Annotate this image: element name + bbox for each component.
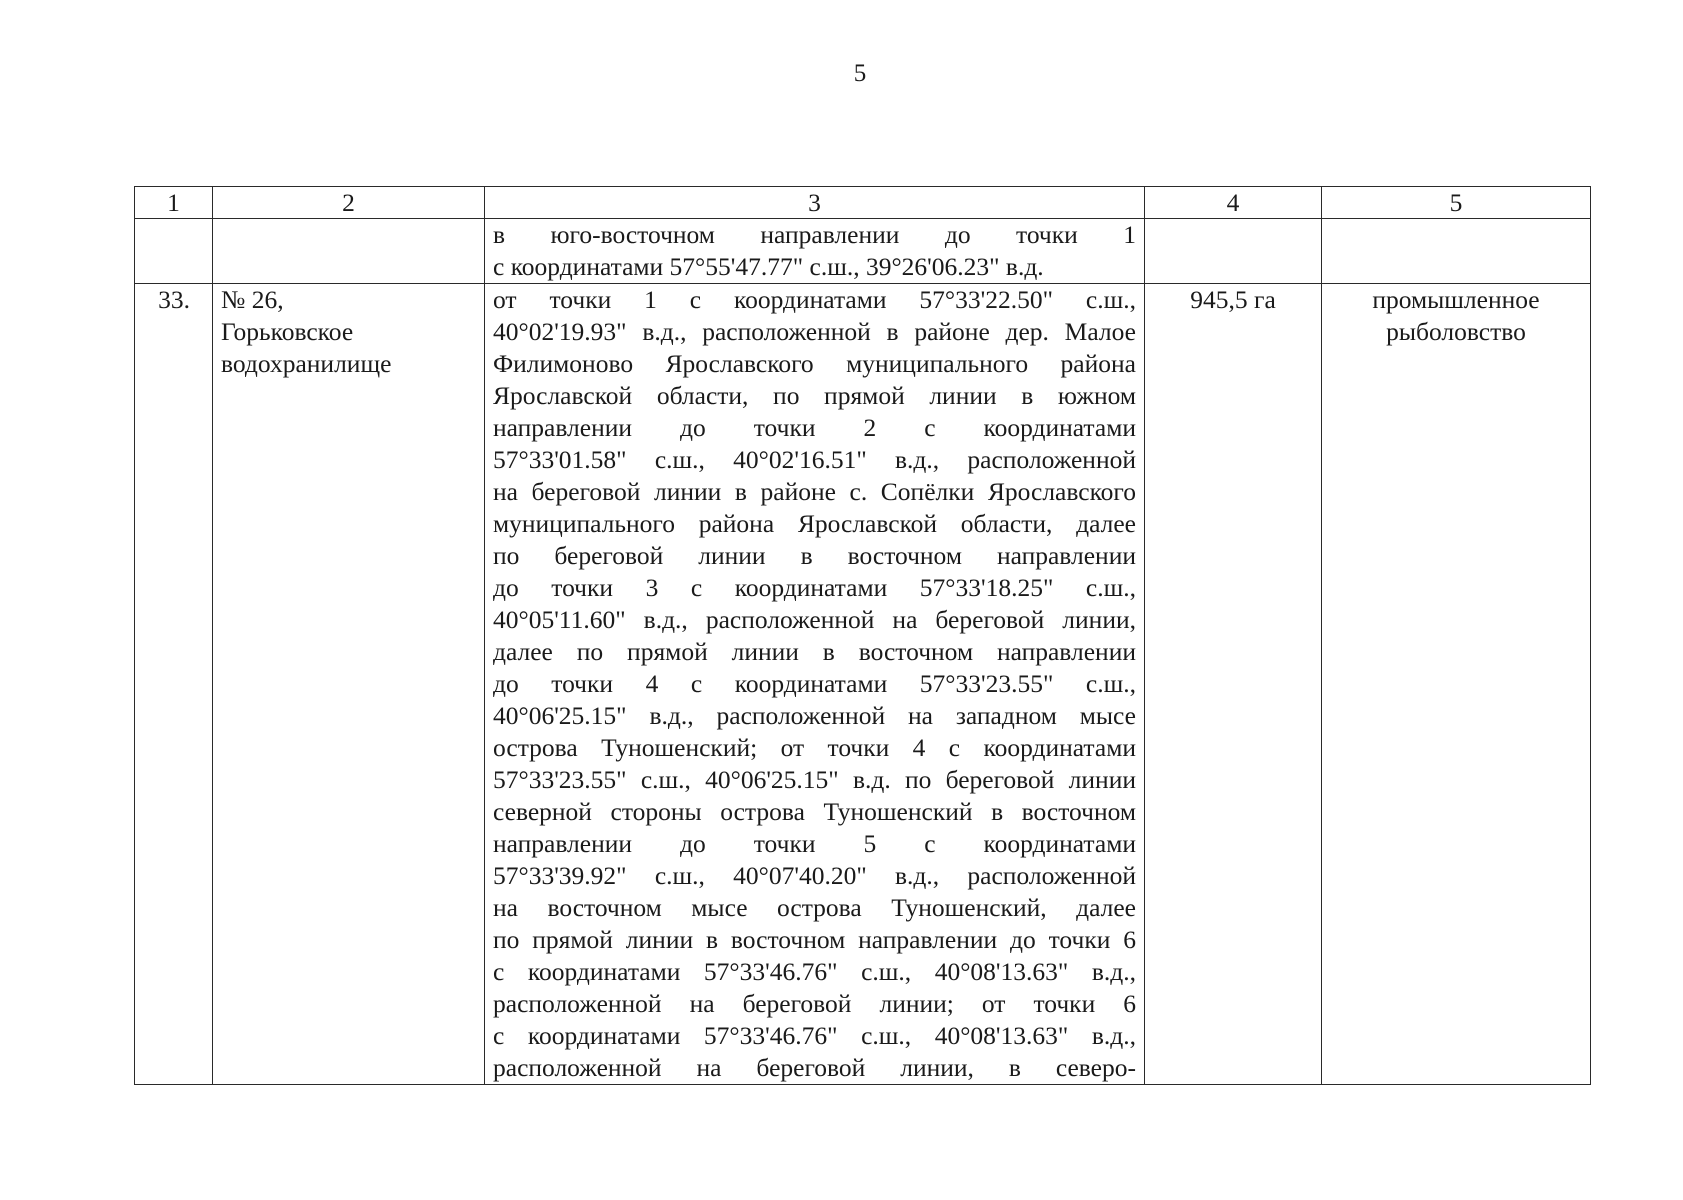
description-line: от точки 1 с координатами 57°33'22.50" с.ш., xyxy=(493,285,1136,314)
description-line: северной стороны острова Туношенский в восточном xyxy=(493,797,1136,826)
name-line-1: № 26, xyxy=(221,285,284,314)
description-line: 57°33'39.92" с.ш., 40°07'40.20" в.д., расположенной xyxy=(493,861,1136,890)
area-value: 945,5 га xyxy=(1145,284,1322,1085)
row-number: 33. xyxy=(135,284,213,1085)
cont-col-5 xyxy=(1322,219,1591,284)
water-body-name xyxy=(213,284,485,1085)
header-col-3: 3 xyxy=(485,187,1145,219)
page-number: 5 xyxy=(853,60,867,87)
cont-line-2: с координатами 57°55'47.77" с.ш., 39°26'06.23" в.д. xyxy=(493,252,1044,281)
description-line: расположенной на береговой линии; от точки 6 xyxy=(493,989,1136,1018)
table-row-33 xyxy=(135,284,1591,1085)
description-line: направлении до точки 5 с координатами xyxy=(493,829,1136,858)
cont-col-4 xyxy=(1145,219,1322,284)
table-header-row xyxy=(135,187,1591,219)
description-line: по прямой линии в восточном направлении до точки 6 xyxy=(493,925,1136,954)
description-line: с координатами 57°33'46.76" с.ш., 40°08'13.63" в.д., xyxy=(493,1021,1136,1050)
cont-line-1: в юго-восточном направлении до точки 1 xyxy=(493,220,1136,249)
name-line-2: Горьковское xyxy=(221,317,354,346)
description-line: на береговой линии в районе с. Сопёлки Ярославского xyxy=(493,477,1136,506)
description-line: муниципального района Ярославской области, далее xyxy=(493,509,1136,538)
description-line: острова Туношенский; от точки 4 с координатами xyxy=(493,733,1136,762)
boundary-description xyxy=(485,284,1145,1085)
description-line: далее по прямой линии в восточном направлении xyxy=(493,637,1136,666)
header-col-1: 1 xyxy=(135,187,213,219)
description-line: до точки 4 с координатами 57°33'23.55" с.ш., xyxy=(493,669,1136,698)
description-line: 57°33'01.58" с.ш., 40°02'16.51" в.д., расположенной xyxy=(493,445,1136,474)
description-line: на восточном мысе острова Туношенский, далее xyxy=(493,893,1136,922)
description-line: с координатами 57°33'46.76" с.ш., 40°08'13.63" в.д., xyxy=(493,957,1136,986)
description-line: расположенной на береговой линии, в северо- xyxy=(493,1053,1136,1082)
fishing-areas-table xyxy=(134,186,1591,1085)
description-line: направлении до точки 2 с координатами xyxy=(493,413,1136,442)
description-line: по береговой линии в восточном направлении xyxy=(493,541,1136,570)
table-row-continuation xyxy=(135,219,1591,284)
description-line: Филимоново Ярославского муниципального района xyxy=(493,349,1136,378)
description-line: 40°05'11.60" в.д., расположенной на береговой линии, xyxy=(493,605,1136,634)
purpose-line-2: рыболовство xyxy=(1386,317,1526,346)
cont-description xyxy=(485,219,1145,284)
description-line: 57°33'23.55" с.ш., 40°06'25.15" в.д. по береговой линии xyxy=(493,765,1136,794)
description-line: 40°02'19.93" в.д., расположенной в районе дер. Малое xyxy=(493,317,1136,346)
cont-col-1 xyxy=(135,219,213,284)
cont-col-2 xyxy=(213,219,485,284)
header-col-2: 2 xyxy=(213,187,485,219)
description-line: 40°06'25.15" в.д., расположенной на западном мысе xyxy=(493,701,1136,730)
header-col-4: 4 xyxy=(1145,187,1322,219)
name-line-3: водохранилище xyxy=(221,349,392,378)
description-line: Ярославской области, по прямой линии в южном xyxy=(493,381,1136,410)
purpose xyxy=(1322,284,1591,1085)
header-col-5: 5 xyxy=(1322,187,1591,219)
purpose-line-1: промышленное xyxy=(1372,285,1540,314)
description-line: до точки 3 с координатами 57°33'18.25" с.ш., xyxy=(493,573,1136,602)
